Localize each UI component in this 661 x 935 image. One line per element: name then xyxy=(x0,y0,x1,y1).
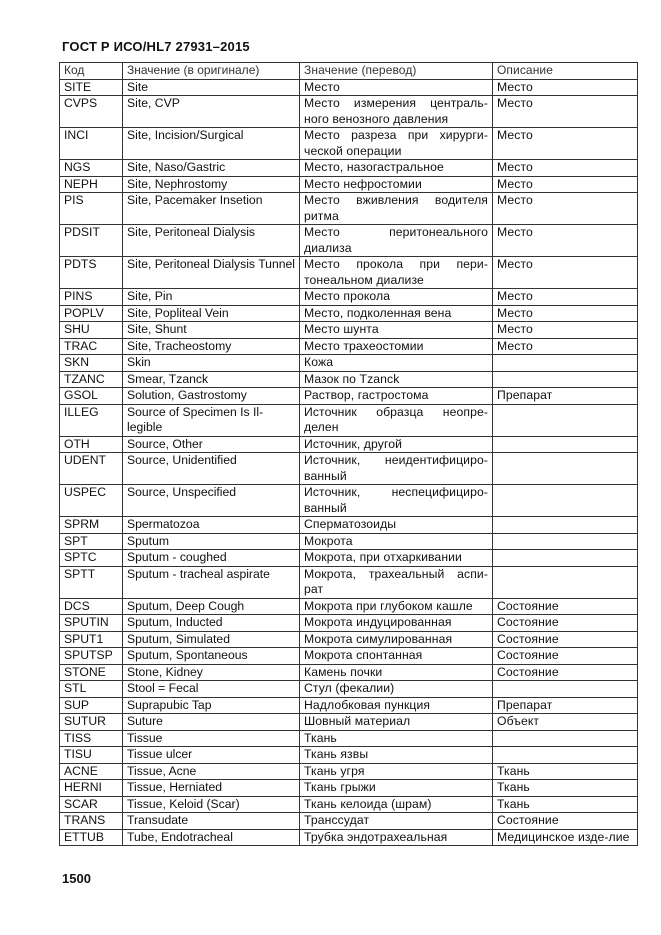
cell-translation: Камень почки xyxy=(300,664,493,681)
cell-description: Препарат xyxy=(493,388,638,405)
table-row xyxy=(60,566,638,598)
cell-description: Объект xyxy=(493,714,638,731)
table-row xyxy=(60,193,638,225)
cell-translation: Место шунта xyxy=(300,322,493,339)
cell-translation: Мокрота симулированная xyxy=(300,631,493,648)
table-row xyxy=(60,598,638,615)
cell-original: Site, Incision/Surgical xyxy=(123,128,300,160)
cell-code: GSOL xyxy=(60,388,123,405)
cell-original: Site, Nephrostomy xyxy=(123,176,300,193)
cell-translation: Трубка эндотрахеальная xyxy=(300,829,493,846)
cell-original: Site, Peritoneal Dialysis Tunnel xyxy=(123,257,300,289)
table-row xyxy=(60,714,638,731)
cell-code: POPLV xyxy=(60,305,123,322)
cell-code: SPT xyxy=(60,533,123,550)
table-row xyxy=(60,388,638,405)
cell-description: Место xyxy=(493,289,638,306)
cell-translation: Место, назогастральное xyxy=(300,160,493,177)
cell-translation: Место трахеостомии xyxy=(300,338,493,355)
cell-translation: Мокрота индуцированная xyxy=(300,615,493,632)
table-row xyxy=(60,730,638,747)
cell-translation: Мокрота при глубоком кашле xyxy=(300,598,493,615)
cell-description xyxy=(493,436,638,453)
cell-original: Tube, Endotracheal xyxy=(123,829,300,846)
cell-original: Sputum, Deep Cough xyxy=(123,598,300,615)
cell-code: PIS xyxy=(60,193,123,225)
cell-description: Ткань xyxy=(493,780,638,797)
cell-description: Медицинское изде-лие xyxy=(493,829,638,846)
cell-original: Source, Unidentified xyxy=(123,453,300,485)
cell-description xyxy=(493,453,638,485)
table-row xyxy=(60,615,638,632)
cell-translation: Источник, другой xyxy=(300,436,493,453)
cell-code: SPUT1 xyxy=(60,631,123,648)
cell-code: SKN xyxy=(60,355,123,372)
table-row xyxy=(60,289,638,306)
cell-original: Sputum - tracheal aspirate xyxy=(123,566,300,598)
cell-translation: Шовный материал xyxy=(300,714,493,731)
column-header-original: Значение (в оригинале) xyxy=(123,63,300,80)
cell-description xyxy=(493,533,638,550)
cell-original: Site, Popliteal Vein xyxy=(123,305,300,322)
table-row xyxy=(60,436,638,453)
cell-description xyxy=(493,485,638,517)
cell-original: Suture xyxy=(123,714,300,731)
cell-description: Место xyxy=(493,225,638,257)
table-row xyxy=(60,681,638,698)
cell-code: TRANS xyxy=(60,813,123,830)
cell-original: Tissue, Herniated xyxy=(123,780,300,797)
cell-code: ILLEG xyxy=(60,404,123,436)
table-row xyxy=(60,763,638,780)
cell-translation: Ткань язвы xyxy=(300,747,493,764)
cell-original: Tissue ulcer xyxy=(123,747,300,764)
cell-description: Место xyxy=(493,128,638,160)
table-row xyxy=(60,176,638,193)
page-number: 1500 xyxy=(62,871,91,886)
column-header-description: Описание xyxy=(493,63,638,80)
cell-translation: Стул (фекалии) xyxy=(300,681,493,698)
table-row xyxy=(60,747,638,764)
cell-description xyxy=(493,566,638,598)
cell-code: STL xyxy=(60,681,123,698)
cell-original: Site, Pacemaker Insetion xyxy=(123,193,300,225)
cell-code: SPTC xyxy=(60,550,123,567)
cell-translation: Место, подколенная вена xyxy=(300,305,493,322)
code-table xyxy=(59,62,638,846)
cell-description xyxy=(493,747,638,764)
table-body xyxy=(60,79,638,846)
cell-description: Место xyxy=(493,193,638,225)
table-row xyxy=(60,305,638,322)
cell-original: Sputum, Simulated xyxy=(123,631,300,648)
cell-code: DCS xyxy=(60,598,123,615)
cell-description: Место xyxy=(493,257,638,289)
cell-description: Место xyxy=(493,160,638,177)
cell-translation: Место измерения централь-ного венозного давления xyxy=(300,96,493,128)
cell-code: INCI xyxy=(60,128,123,160)
cell-original: Spermatozoa xyxy=(123,517,300,534)
cell-description: Место xyxy=(493,79,638,96)
table-row xyxy=(60,648,638,665)
cell-translation: Ткань угря xyxy=(300,763,493,780)
cell-original: Site, CVP xyxy=(123,96,300,128)
cell-description: Состояние xyxy=(493,813,638,830)
table-row xyxy=(60,404,638,436)
table-row xyxy=(60,79,638,96)
cell-code: STONE xyxy=(60,664,123,681)
cell-description: Место xyxy=(493,338,638,355)
cell-translation: Источник, неспецифициро-ванный xyxy=(300,485,493,517)
cell-description xyxy=(493,517,638,534)
table-row xyxy=(60,533,638,550)
table-row xyxy=(60,517,638,534)
cell-original: Tissue, Acne xyxy=(123,763,300,780)
table-row xyxy=(60,128,638,160)
table-row xyxy=(60,829,638,846)
cell-original: Sputum - coughed xyxy=(123,550,300,567)
cell-code: TISU xyxy=(60,747,123,764)
table-row xyxy=(60,257,638,289)
cell-description xyxy=(493,371,638,388)
cell-code: SITE xyxy=(60,79,123,96)
cell-original: Transudate xyxy=(123,813,300,830)
cell-code: NEPH xyxy=(60,176,123,193)
cell-description: Препарат xyxy=(493,697,638,714)
cell-code: ACNE xyxy=(60,763,123,780)
cell-original: Source, Unspecified xyxy=(123,485,300,517)
cell-code: TZANC xyxy=(60,371,123,388)
cell-original: Stone, Kidney xyxy=(123,664,300,681)
table-row xyxy=(60,550,638,567)
cell-translation: Место нефростомии xyxy=(300,176,493,193)
cell-code: SPTT xyxy=(60,566,123,598)
table-row xyxy=(60,338,638,355)
cell-translation: Мокрота спонтанная xyxy=(300,648,493,665)
cell-description: Место xyxy=(493,305,638,322)
table-row xyxy=(60,453,638,485)
cell-original: Sputum, Inducted xyxy=(123,615,300,632)
cell-description xyxy=(493,550,638,567)
cell-translation: Источник образца неопре-делен xyxy=(300,404,493,436)
cell-translation: Источник, неидентифициро-ванный xyxy=(300,453,493,485)
cell-code: SUTUR xyxy=(60,714,123,731)
cell-original: Site, Tracheostomy xyxy=(123,338,300,355)
cell-translation: Место перитонеального диализа xyxy=(300,225,493,257)
cell-code: PINS xyxy=(60,289,123,306)
cell-translation: Сперматозоиды xyxy=(300,517,493,534)
cell-translation: Место xyxy=(300,79,493,96)
cell-original: Tissue xyxy=(123,730,300,747)
table-row xyxy=(60,780,638,797)
cell-code: ETTUB xyxy=(60,829,123,846)
cell-original: Tissue, Keloid (Scar) xyxy=(123,796,300,813)
cell-description: Состояние xyxy=(493,598,638,615)
cell-description xyxy=(493,730,638,747)
cell-original: Sputum, Spontaneous xyxy=(123,648,300,665)
cell-original: Source of Specimen Is Il-legible xyxy=(123,404,300,436)
table-row xyxy=(60,225,638,257)
cell-original: Site, Shunt xyxy=(123,322,300,339)
cell-translation: Место разреза при хирурги-ческой операции xyxy=(300,128,493,160)
table-header-row xyxy=(60,63,638,80)
cell-code: SPRM xyxy=(60,517,123,534)
table-row xyxy=(60,355,638,372)
cell-translation: Место вживления водителя ритма xyxy=(300,193,493,225)
cell-code: SUP xyxy=(60,697,123,714)
table-row xyxy=(60,371,638,388)
table-row xyxy=(60,697,638,714)
cell-code: HERNI xyxy=(60,780,123,797)
column-header-code: Код xyxy=(60,63,123,80)
cell-original: Site, Pin xyxy=(123,289,300,306)
cell-translation: Ткань грыжи xyxy=(300,780,493,797)
cell-translation: Раствор, гастростома xyxy=(300,388,493,405)
cell-translation: Мокрота xyxy=(300,533,493,550)
cell-description: Место xyxy=(493,322,638,339)
table-row xyxy=(60,813,638,830)
document-header-title: ГОСТ Р ИСО/HL7 27931–2015 xyxy=(62,39,250,54)
table-row xyxy=(60,631,638,648)
cell-translation: Надлобковая пункция xyxy=(300,697,493,714)
cell-original: Source, Other xyxy=(123,436,300,453)
cell-translation: Мазок по Tzanck xyxy=(300,371,493,388)
cell-code: UDENT xyxy=(60,453,123,485)
cell-description: Ткань xyxy=(493,763,638,780)
cell-translation: Место прокола xyxy=(300,289,493,306)
table-row xyxy=(60,160,638,177)
cell-code: SPUTSP xyxy=(60,648,123,665)
cell-description: Ткань xyxy=(493,796,638,813)
cell-translation: Кожа xyxy=(300,355,493,372)
cell-original: Smear, Tzanck xyxy=(123,371,300,388)
cell-code: SPUTIN xyxy=(60,615,123,632)
cell-original: Suprapubic Tap xyxy=(123,697,300,714)
cell-translation: Ткань xyxy=(300,730,493,747)
cell-code: PDSIT xyxy=(60,225,123,257)
cell-translation: Место прокола при пери-тонеальном диализе xyxy=(300,257,493,289)
cell-translation: Мокрота, трахеальный аспи-рат xyxy=(300,566,493,598)
cell-original: Stool = Fecal xyxy=(123,681,300,698)
cell-original: Site, Naso/Gastric xyxy=(123,160,300,177)
cell-original: Skin xyxy=(123,355,300,372)
cell-original: Solution, Gastrostomy xyxy=(123,388,300,405)
table-row xyxy=(60,664,638,681)
column-header-translation: Значение (перевод) xyxy=(300,63,493,80)
cell-code: SCAR xyxy=(60,796,123,813)
table-row xyxy=(60,485,638,517)
cell-original: Site xyxy=(123,79,300,96)
cell-description: Место xyxy=(493,176,638,193)
cell-description: Состояние xyxy=(493,664,638,681)
cell-description xyxy=(493,355,638,372)
table-row xyxy=(60,796,638,813)
cell-code: TRAC xyxy=(60,338,123,355)
cell-description xyxy=(493,404,638,436)
cell-code: PDTS xyxy=(60,257,123,289)
cell-code: SHU xyxy=(60,322,123,339)
cell-code: TISS xyxy=(60,730,123,747)
cell-code: OTH xyxy=(60,436,123,453)
cell-translation: Транссудат xyxy=(300,813,493,830)
cell-code: USPEC xyxy=(60,485,123,517)
cell-original: Sputum xyxy=(123,533,300,550)
cell-original: Site, Peritoneal Dialysis xyxy=(123,225,300,257)
cell-translation: Ткань келоида (шрам) xyxy=(300,796,493,813)
table-row xyxy=(60,322,638,339)
cell-description: Состояние xyxy=(493,631,638,648)
cell-description: Место xyxy=(493,96,638,128)
cell-code: CVPS xyxy=(60,96,123,128)
table-row xyxy=(60,96,638,128)
cell-code: NGS xyxy=(60,160,123,177)
cell-description: Состояние xyxy=(493,648,638,665)
cell-description xyxy=(493,681,638,698)
cell-translation: Мокрота, при отхаркивании xyxy=(300,550,493,567)
cell-description: Состояние xyxy=(493,615,638,632)
